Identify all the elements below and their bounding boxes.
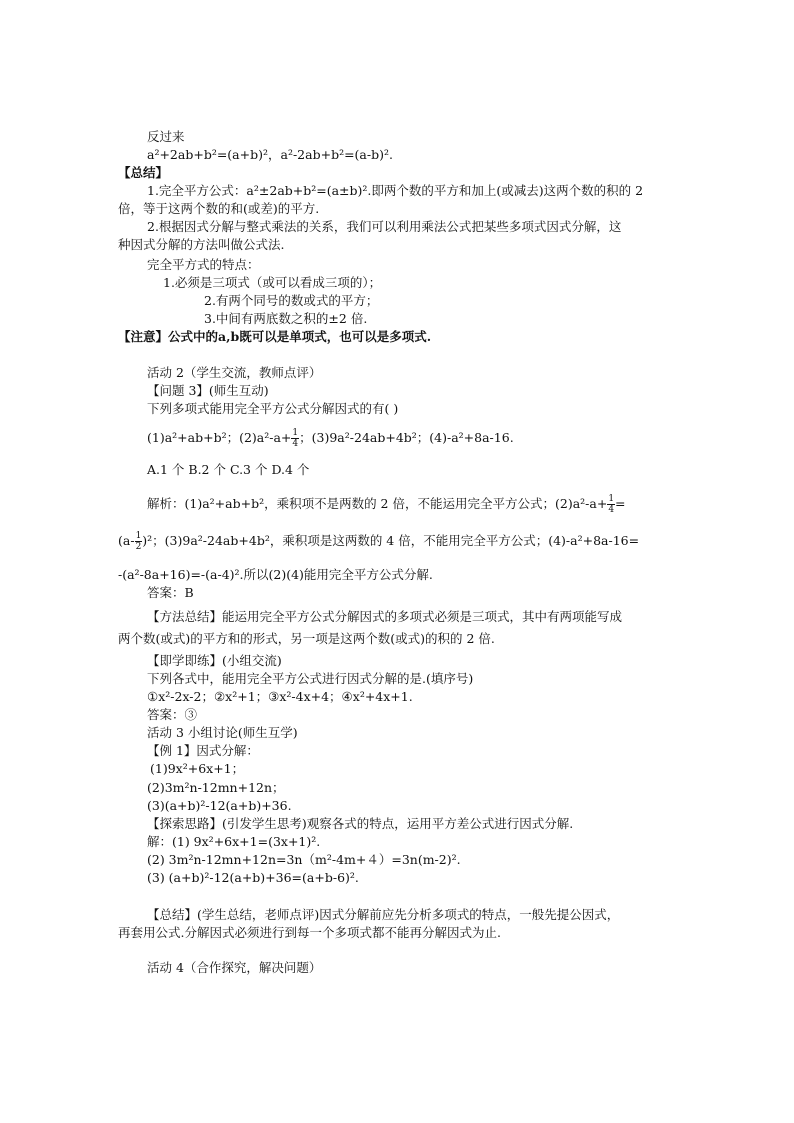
text-line: (3)(a+b)²-12(a+b)+36. — [147, 798, 292, 813]
text-line: 活动 2（学生交流，教师点评） — [147, 365, 322, 380]
text-line: (3) (a+b)²-12(a+b)+36=(a+b-6)². — [147, 870, 359, 885]
text-line: 【探索思路】(引发学生思考)观察各式的特点，运用平方差公式进行因式分解. — [147, 816, 574, 831]
text-line: 【方法总结】能运用完全平方公式分解因式的多项式必须是三项式，其中有两项能写成 — [147, 609, 623, 624]
text-line: 【例 1】因式分解： — [147, 743, 259, 758]
fraction-denominator: 2 — [135, 542, 142, 552]
text-line: 再套用公式.分解因式必须进行到每一个多项式都不能再分解因式为止. — [118, 925, 501, 940]
fraction — [607, 494, 615, 515]
section-heading: 【总结】 — [118, 165, 169, 180]
text-line: (2)3m²n-12mn+12n； — [147, 780, 285, 795]
fraction-numerator: 1 — [608, 494, 615, 504]
fraction-denominator: 4 — [608, 505, 615, 515]
note-line: 【注意】公式中的a,b既可以是单项式，也可以是多项式. — [118, 329, 432, 344]
text-part: 解析：(1)a²+ab+b²，乘积项不是两数的 2 倍，不能运用完全平方公式；(2)a²-a+ — [147, 496, 608, 511]
text-line: 倍，等于这两个数的和(或差)的平方. — [118, 201, 320, 216]
text-part: = — [615, 496, 626, 511]
answer-line: 答案：③ — [147, 707, 198, 722]
text-line: 【问题 3】(师生互动) — [147, 383, 269, 398]
text-line: 2.根据因式分解与整式乘法的关系，我们可以利用乘法公式把某些多项式因式分解，这 — [147, 219, 622, 234]
answer-line: 答案：B — [147, 585, 194, 600]
text-line: 活动 3 小组讨论(师生互学) — [147, 725, 298, 740]
fraction — [291, 428, 299, 449]
text-line: 种因式分解的方法叫做公式法. — [118, 237, 285, 252]
text-part: (1)a²+ab+b²；(2)a²-a+ — [147, 430, 292, 445]
text-line: 2.有两个同号的数或式的平方； — [204, 293, 379, 308]
text-line: a²+2ab+b²=(a+b)²，a²-2ab+b²=(a-b)². — [147, 147, 393, 162]
fraction-numerator: 1 — [292, 428, 299, 438]
fraction-denominator: 4 — [292, 439, 299, 449]
text-line: 【即学即练】(小组交流) — [147, 653, 282, 668]
text-line: ①x²-2x-2；②x²+1；③x²-4x+4；④x²+4x+1. — [147, 689, 413, 704]
text-line: 完全平方式的特点： — [147, 257, 260, 272]
text-line: 反过来 — [147, 129, 185, 144]
text-line — [147, 428, 514, 449]
text-line: 下列多项式能用完全平方公式分解因式的有( ) — [147, 401, 399, 416]
text-part: ；(3)9a²-24ab+4b²；(4)-a²+8a-16. — [299, 430, 514, 445]
text-part: )²；(3)9a²-24ab+4b²，乘积项是这两数的 4 倍，不能用完全平方公式；(4)-a²+8a-16= — [142, 533, 640, 548]
text-line: 3.中间有两底数之积的±2 倍. — [204, 311, 368, 326]
answer-options: A.1 个 B.2 个 C.3 个 D.4 个 — [147, 462, 310, 477]
fraction-numerator: 1 — [135, 531, 142, 541]
text-line: 1.完全平方公式：a²±2ab+b²=(a±b)².即两个数的平方和加上(或减去)这两个数的积的 2 — [147, 183, 644, 198]
text-part: (a- — [118, 533, 135, 548]
text-line: 【总结】(学生总结，老师点评)因式分解前应先分析多项式的特点，一般先提公因式， — [147, 907, 620, 922]
text-line: 活动 4（合作探究，解决问题） — [147, 960, 322, 975]
text-line — [118, 531, 639, 552]
text-line: -(a²-8a+16)=-(a-4)².所以(2)(4)能用完全平方公式分解. — [118, 567, 433, 582]
text-line: 1.必须是三项式（或可以看成三项的）； — [163, 275, 382, 290]
text-line: 下列各式中，能用完全平方公式进行因式分解的是.(填序号) — [147, 671, 474, 686]
text-line — [147, 494, 626, 515]
text-line: (2) 3m²n-12mn+12n=3n（m²-4m+４）=3n(m-2)². — [147, 852, 461, 867]
text-line: (1)9x²+6x+1； — [150, 761, 245, 776]
text-line: 解：(1) 9x²+6x+1=(3x+1)². — [147, 834, 321, 849]
text-line: 两个数(或式)的平方和的形式，另一项是这两个数(或式)的积的 2 倍. — [118, 631, 495, 646]
